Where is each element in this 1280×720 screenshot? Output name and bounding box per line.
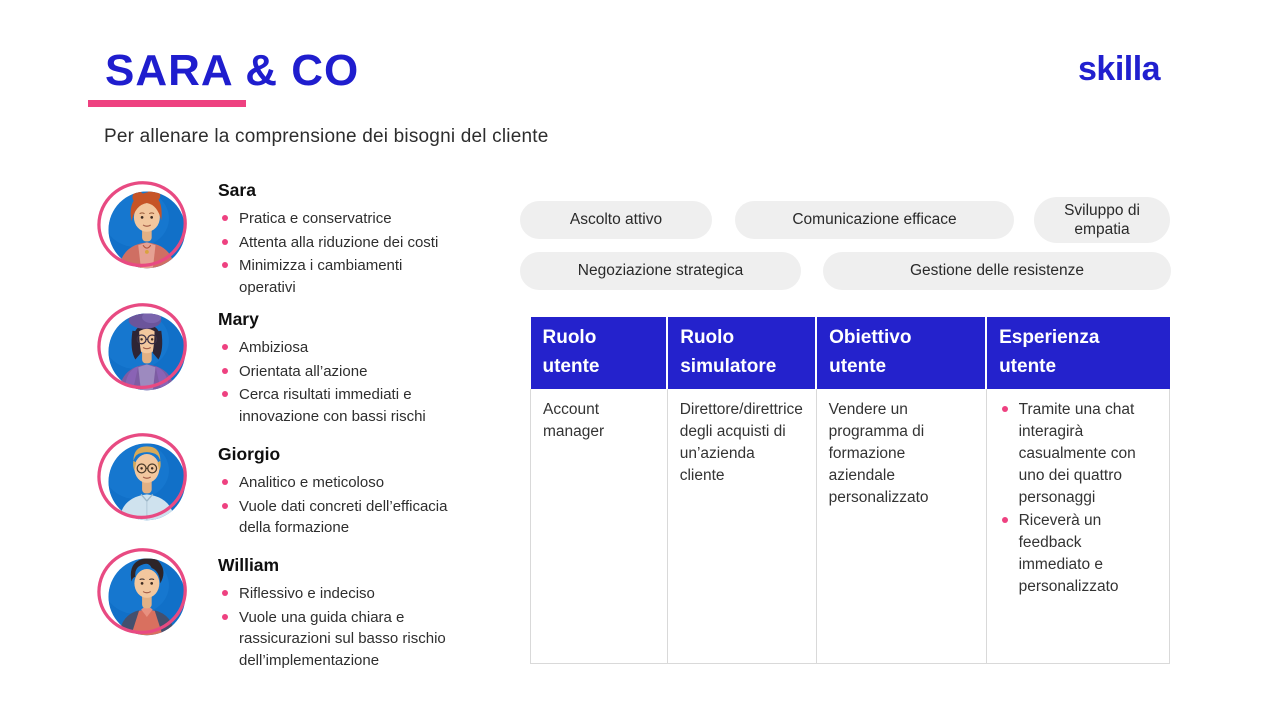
persona-name: William [218, 555, 280, 575]
esperienza-bullet: Riceverà un feedback immediato e personalizzato [999, 510, 1157, 598]
table-header-ruolo-utente: Ruolo utente [531, 317, 668, 389]
skill-tag-gestione-delle-resistenze: Gestione delle resistenze [823, 252, 1171, 290]
table-header-obiettivo-utente: Obiettivo utente [816, 317, 986, 389]
persona-name: Mary [218, 309, 259, 329]
esperienza-bullet-list [999, 399, 1157, 598]
table-row [531, 389, 1170, 663]
skill-tag-sviluppo-di-empatia: Sviluppo di empatia [1034, 197, 1170, 243]
persona-bullet: Attenta alla riduzione dei costi [218, 232, 453, 254]
cell-esperienza-utente [986, 389, 1169, 663]
persona-bullet: Riflessivo e indeciso [218, 583, 453, 605]
title-underline [88, 100, 246, 107]
persona-bullet-list [218, 208, 453, 298]
cell-ruolo-simulatore: Direttore/direttrice degli acquisti di un’azienda cliente [667, 389, 816, 663]
table-header-ruolo-simulatore: Ruolo simulatore [667, 317, 816, 389]
persona-bullet-list [218, 472, 453, 539]
persona-sara [96, 178, 516, 300]
skill-tag-comunicazione-efficace: Comunicazione efficace [735, 201, 1014, 239]
persona-bullet: Analitico e meticoloso [218, 472, 453, 494]
skill-tags [520, 197, 1171, 290]
persona-giorgio [96, 430, 516, 541]
persona-name: Giorgio [218, 444, 281, 464]
persona-bullet: Ambiziosa [218, 337, 453, 359]
table-header-esperienza-utente: Esperienza utente [986, 317, 1169, 389]
sara-avatar [96, 178, 192, 274]
persona-william [96, 545, 516, 673]
persona-bullet-list [218, 583, 453, 671]
persona-bullet: Minimizza i cambiamenti operativi [218, 255, 453, 298]
giorgio-avatar [96, 430, 192, 526]
persona-name: Sara [218, 180, 256, 200]
mary-avatar [96, 300, 192, 396]
persona-bullet: Vuole dati concreti dell’efficacia della formazione [218, 496, 453, 539]
persona-bullet: Pratica e conservatrice [218, 208, 453, 230]
skill-tag-ascolto-attivo: Ascolto attivo [520, 201, 712, 239]
persona-bullet: Cerca risultati immediati e innovazione con bassi rischi [218, 384, 453, 427]
skilla-logo: skilla [1078, 50, 1161, 88]
persona-bullet-list [218, 337, 453, 427]
page-subtitle: Per allenare la comprensione dei bisogni del cliente [104, 126, 549, 147]
persona-bullet: Vuole una guida chiara e rassicurazioni sul basso rischio dell’implementazione [218, 607, 453, 672]
simulation-table [530, 317, 1170, 664]
esperienza-bullet: Tramite una chat interagirà casualmente con uno dei quattro personaggi [999, 399, 1157, 509]
william-avatar [96, 545, 192, 641]
cell-obiettivo-utente: Vendere un programma di formazione aziendale personalizzato [816, 389, 986, 663]
persona-bullet: Orientata all’azione [218, 361, 453, 383]
cell-ruolo-utente: Account manager [531, 389, 668, 663]
skill-tag-negoziazione-strategica: Negoziazione strategica [520, 252, 801, 290]
persona-mary [96, 300, 516, 429]
page-title: SARA & CO [105, 46, 360, 95]
